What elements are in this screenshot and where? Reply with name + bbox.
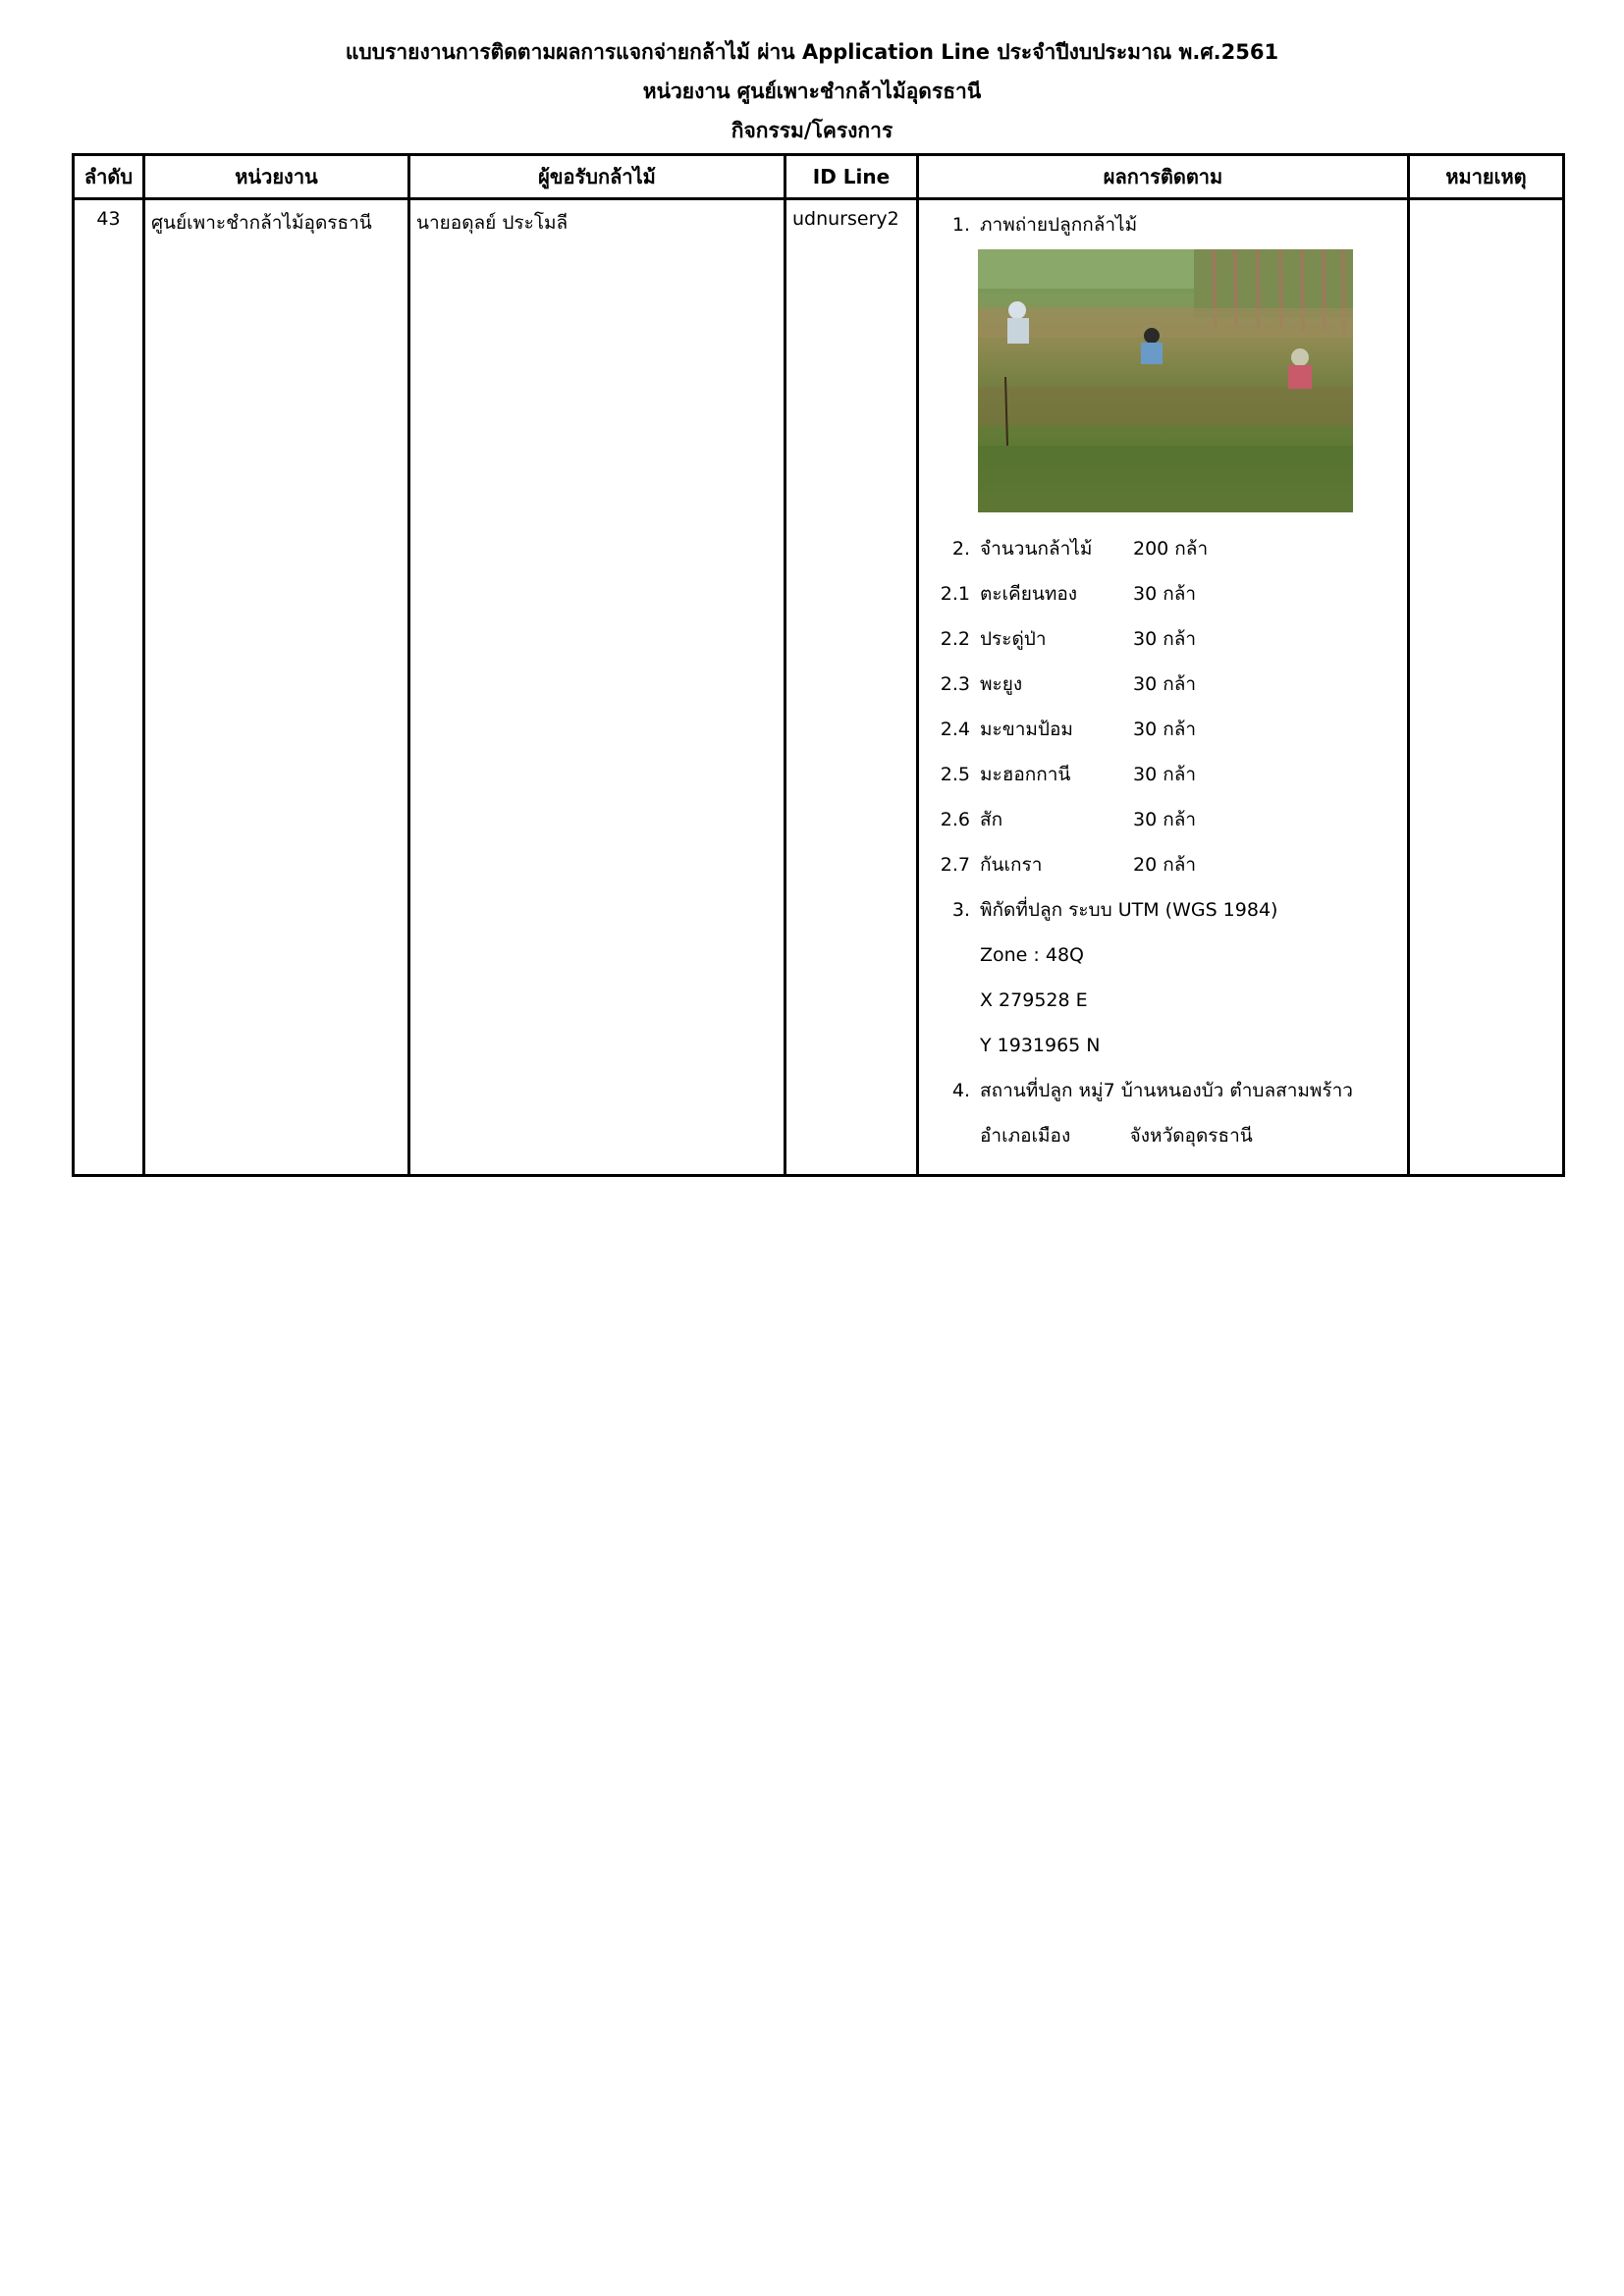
table-header-row	[74, 155, 1564, 199]
planting-photo	[978, 249, 1353, 512]
report-title: แบบรายงานการติดตามผลการแจกจ่ายกล้าไม้ ผ่าน Application Line ประจำปีงบประมาณ พ.ศ.2561	[345, 40, 1279, 64]
list-item: 2.7 กันเกรา 20 กล้า	[940, 854, 1197, 876]
col-header-seq: ลำดับ	[74, 155, 144, 199]
total-value: 200 กล้า	[1133, 538, 1209, 560]
report-unit: หน่วยงาน ศูนย์เพาะชำกล้าไม้อุดรธานี	[642, 80, 982, 103]
total-label: จำนวนกล้าไม้	[980, 538, 1093, 560]
result-total: 2. จำนวนกล้าไม้ 200 กล้า	[925, 534, 1401, 579]
report-activity: กิจกรรม/โครงการ	[731, 119, 893, 142]
list-item: 2.6 สัก 30 กล้า	[940, 809, 1197, 830]
coord-label: พิกัดที่ปลูก ระบบ UTM (WGS 1984)	[980, 899, 1278, 921]
list-item: 2.5 มะฮอกกานี 30 กล้า	[940, 764, 1197, 785]
col-header-remark: หมายเหตุ	[1409, 155, 1564, 199]
result-photo-heading: 1. ภาพถ่ายปลูกกล้าไม้	[925, 210, 1401, 249]
result-coordinates: 3. พิกัดที่ปลูก ระบบ UTM (WGS 1984)	[925, 895, 1401, 940]
col-header-id-line: ID Line	[785, 155, 918, 199]
coord-x: X 279528 E	[980, 989, 1088, 1011]
list-item: 2.4 มะขามป้อม 30 กล้า	[940, 719, 1197, 740]
list-item: 2.2 ประดู่ป่า 30 กล้า	[940, 628, 1197, 650]
result-location: 4. สถานที่ปลูก หมู่7 บ้านหนองบัว ตำบลสามพร้าว	[925, 1076, 1401, 1121]
table-row	[74, 199, 1564, 1176]
list-item: 2.1 ตะเคียนทอง 30 กล้า	[940, 583, 1197, 605]
location-line2: อำเภอเมือง จังหวัดอุดรธานี	[980, 1125, 1253, 1147]
photo-label: ภาพถ่ายปลูกกล้าไม้	[980, 214, 1138, 236]
list-item: 2.3 พะยูง 30 กล้า	[940, 673, 1197, 695]
cell-remark	[1409, 199, 1564, 1176]
col-header-recipient: ผู้ขอรับกล้าไม้	[409, 155, 785, 199]
cell-seq: 43	[74, 199, 144, 1176]
col-header-results: ผลการติดตาม	[918, 155, 1409, 199]
cell-recipient: นายอดุลย์ ประโมลี	[409, 199, 785, 1176]
col-header-agency: หน่วยงาน	[144, 155, 409, 199]
cell-id-line: udnursery2	[785, 199, 918, 1176]
cell-results	[918, 199, 1409, 1176]
coord-zone: Zone : 48Q	[980, 944, 1084, 966]
cell-agency: ศูนย์เพาะชำกล้าไม้อุดรธานี	[144, 199, 409, 1176]
coord-y: Y 1931965 N	[980, 1035, 1101, 1056]
report-table	[72, 153, 1565, 1177]
location-line1: สถานที่ปลูก หมู่7 บ้านหนองบัว ตำบลสามพร้าว	[980, 1080, 1353, 1101]
